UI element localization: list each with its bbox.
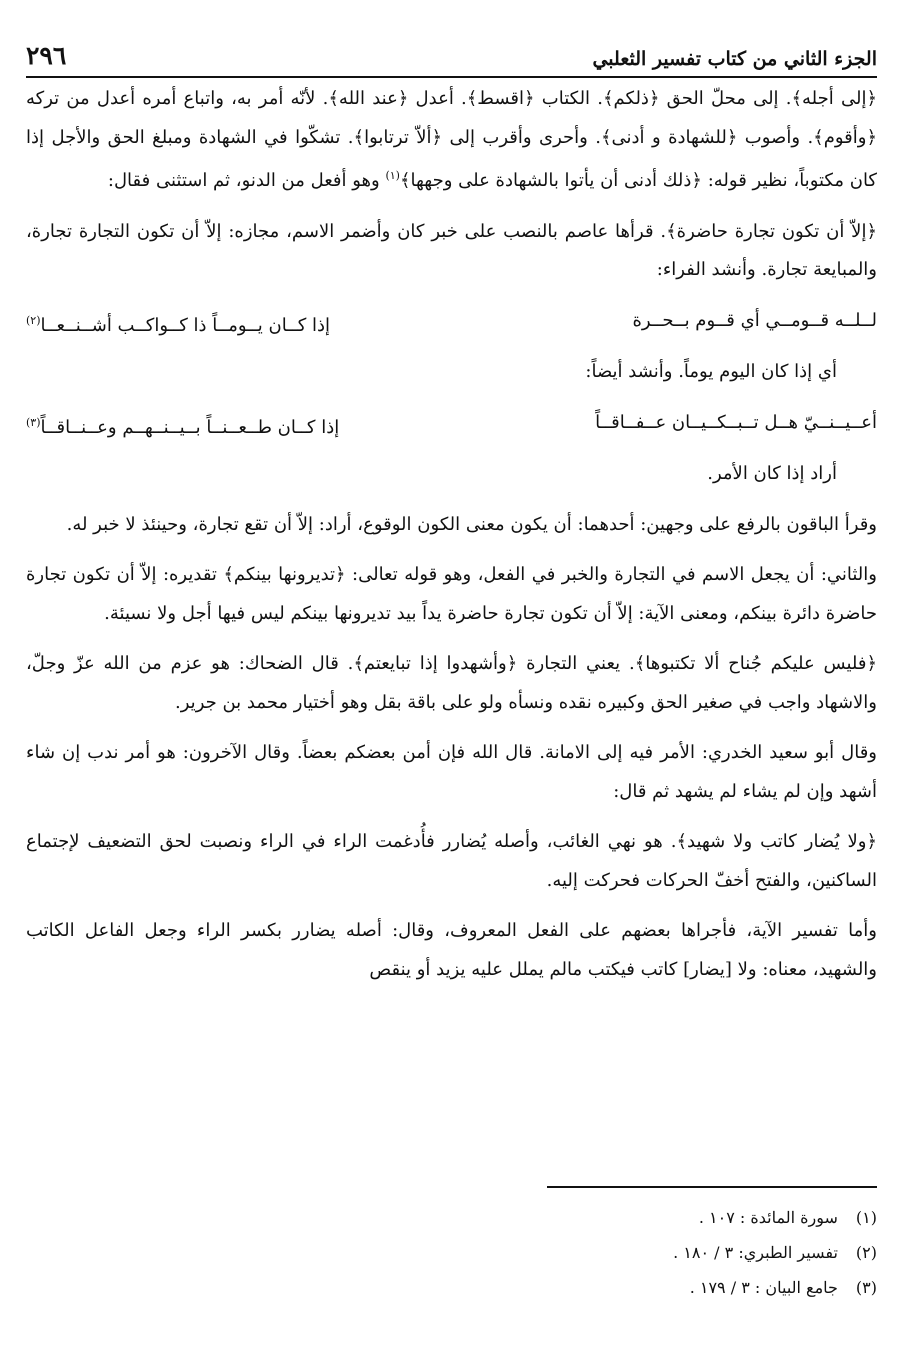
paragraph-text: وهو أفعل من الدنو، ثم استثنى فقال:	[107, 170, 386, 191]
paragraph-text: ﴿إلى أجله﴾. إلى محلّ الحق ﴿ذلكم﴾. الكتاب ﴿اقسط﴾. أعدل ﴿عند الله﴾. لأنّه أمر به، واتباع أمره أعدل من تركه ﴿وأقوم﴾. وأصوب ﴿للشهادة و أدنى﴾. وأحرى وأقرب إلى ﴿ألاّ ترتابوا﴾. تشكّوا في الشهادة ومبلغ الحق والأجل إذا كان مكتوباً، نظير قوله: ﴿ذلك أدنى أن يأتوا بالشهادة على وجهها﴾	[26, 88, 877, 191]
paragraph: أي إذا كان اليوم يوماً. وأنشد أيضاً:	[585, 361, 837, 382]
verse-hemistich-1: أعــيــنــيّ هــل تــبــكــيــان عــفــاقــاً	[595, 411, 877, 433]
footnote-number: (٢)	[855, 1243, 877, 1262]
footnote-ref: (١)	[385, 169, 400, 182]
footnote-ref: (٢)	[26, 313, 41, 327]
verse-text: إذا كــان يــومــاً ذا كــواكــب أشــنــعــا	[40, 314, 331, 336]
verse-text: إذا كــان طــعــنــاً بــيــنــهــم وعــنــاقــاً	[40, 416, 340, 438]
footnote-number: (١)	[855, 1208, 877, 1227]
footnote	[26, 1200, 877, 1235]
paragraph	[26, 80, 877, 201]
footnote-text: تفسير الطبري: ٣ / ١٨٠ .	[673, 1243, 838, 1262]
footnote-text: جامع البيان : ٣ / ١٧٩ .	[689, 1278, 838, 1297]
footnotes	[26, 1200, 877, 1305]
running-title: الجزء الثاني من كتاب تفسير الثعلبي	[592, 48, 877, 70]
paragraph: ﴿فليس عليكم جُناح ألا تكتبوها﴾. يعني التجارة ﴿وأشهدوا إذا تبايعتم﴾. قال الضحاك: هو عزم من الله عزّ وجلّ، والاشهاد واجب في صغير الحق وكبيره نقده ونسأه ولو على باقة بقل وهو أختيار محمد بن جرير.	[26, 653, 877, 713]
page-header	[26, 30, 877, 78]
verse-hemistich-2	[26, 404, 339, 448]
paragraph: ﴿ولا يُضار كاتب ولا شهيد﴾. هو نهي الغائب، وأصله يُضارر فأُدغمت الراء في الراء ونصبت لحق التضعيف لإجتماع الساكنين، والفتح أخفّ الحركات فحركت إليه.	[26, 831, 877, 891]
page-body	[26, 80, 877, 1001]
verse-hemistich-2	[26, 302, 330, 346]
paragraph: ﴿إلاّ أن تكون تجارة حاضرة﴾. قرأها عاصم بالنصب على خبر كان وأضمر الاسم، مجازه: إلاّ أن تكون التجارة تجارة، والمبايعة تجارة. وأنشد الفراء:	[26, 220, 877, 280]
poetry-verse	[26, 404, 877, 448]
poetry-verse	[26, 302, 877, 346]
footnote-ref: (٣)	[26, 415, 41, 429]
footnote-divider	[547, 1186, 877, 1188]
footnote-text: سورة المائدة : ١٠٧ .	[698, 1208, 838, 1227]
paragraph: وأما تفسير الآية، فأجراها بعضهم على الفعل المعروف، وقال: أصله يضارر بكسر الراء وجعل الفاعل الكاتب والشهيد، معناه: ولا [يضار] كاتب فيكتب مالم يملل عليه يزيد أو ينقص	[26, 920, 877, 980]
footnote	[26, 1235, 877, 1270]
paragraph: والثاني: أن يجعل الاسم في التجارة والخبر في الفعل، وهو قوله تعالى: ﴿تديرونها بينكم﴾ تقديره: إلاّ أن تكون تجارة حاضرة دائرة بينكم، ومعنى الآية: إلاّ أن تكون تجارة حاضرة يداً بيد تديرونها بينكم ليس فيها أجل ولا نسيئة.	[26, 564, 877, 624]
footnote-number: (٣)	[855, 1278, 877, 1297]
verse-hemistich-1: لــلــه قــومــي أي قــوم بــحــرة	[632, 309, 877, 331]
page-number: ٢٩٦	[26, 41, 67, 70]
paragraph: أراد إذا كان الأمر.	[707, 463, 837, 484]
paragraph: وقرأ الباقون بالرفع على وجهين: أحدهما: أن يكون معنى الكون الوقوع، أراد: إلاّ أن تقع تجارة، وحينئذ لا خبر له.	[66, 513, 877, 535]
paragraph: وقال أبو سعيد الخدري: الأمر فيه إلى الامانة. قال الله فإن أمن بعضكم بعضاً. وقال الآخرون: هو أمر ندب إن شاء أشهد وإن لم يشاء لم يشهد ثم قال:	[26, 742, 877, 802]
footnote	[26, 1270, 877, 1305]
